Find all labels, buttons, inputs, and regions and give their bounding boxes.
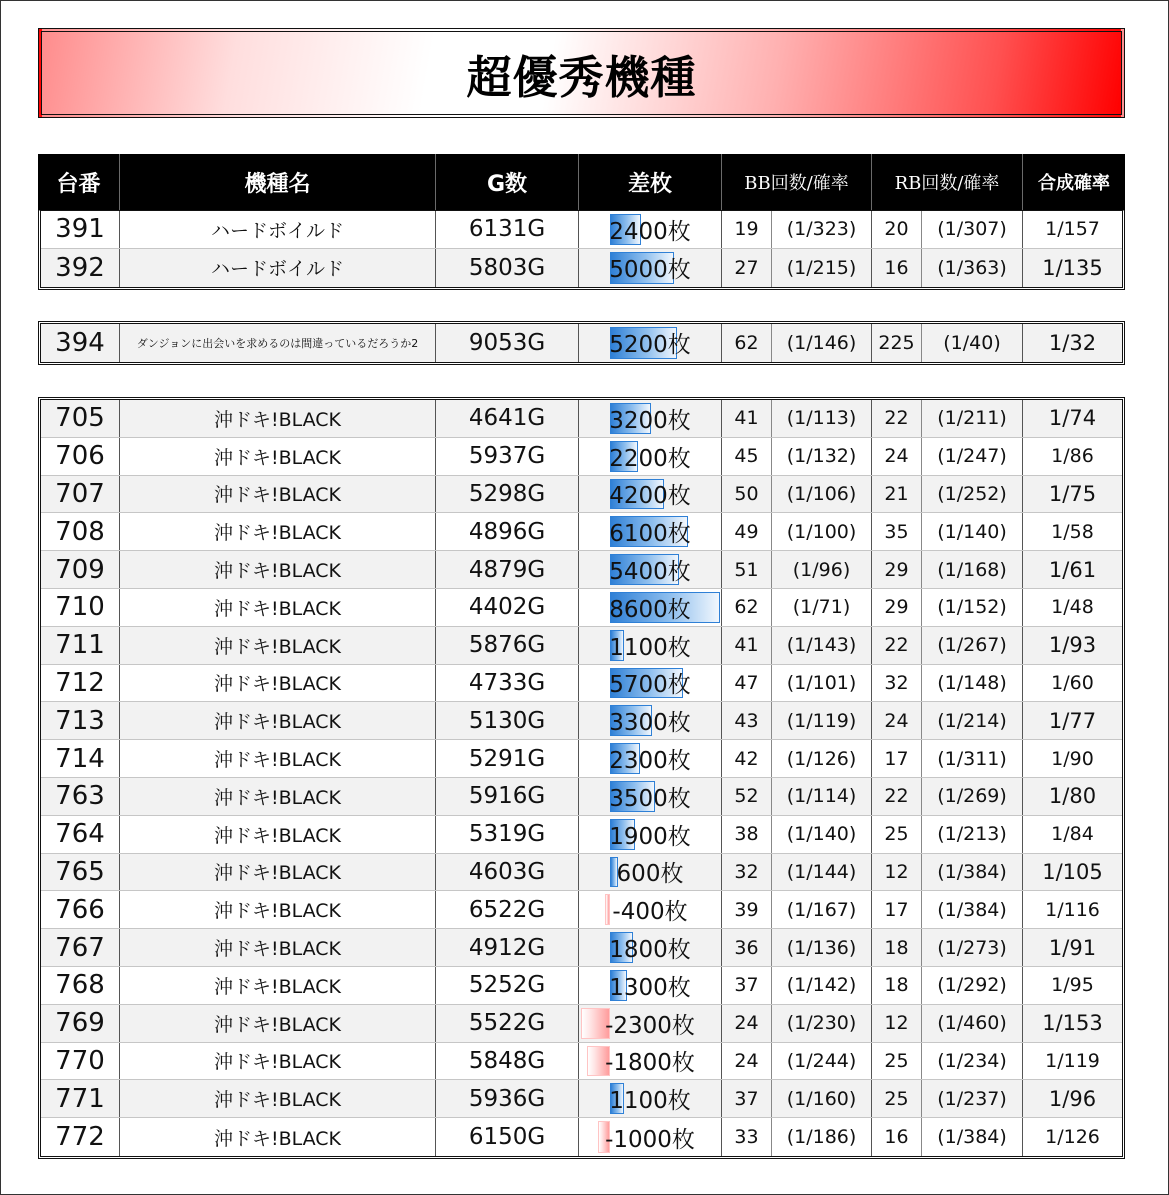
rb-count: 18	[872, 929, 922, 966]
games-count: 6522G	[436, 891, 579, 928]
combined-probability: 1/74	[1048, 406, 1097, 431]
bb-count: 41	[722, 627, 772, 664]
bb-probability: (1/215)	[772, 249, 872, 287]
combined-probability: 1/157	[1045, 218, 1100, 241]
rb-count: 29	[872, 589, 922, 626]
combined-probability: 1/61	[1048, 557, 1097, 582]
rb-count: 18	[872, 967, 922, 1004]
rb-probability: (1/247)	[922, 438, 1023, 475]
rb-probability: (1/213)	[922, 816, 1023, 853]
rb-probability: (1/40)	[922, 324, 1023, 362]
games-count: 5319G	[436, 816, 579, 853]
diff-value: -1000枚	[605, 1126, 695, 1153]
bb-count: 43	[722, 702, 772, 739]
combined-probability: 1/48	[1051, 596, 1094, 619]
table-row	[41, 816, 1122, 854]
machine-name: 沖ドキ!BLACK	[120, 778, 436, 815]
bb-count: 51	[722, 551, 772, 588]
machine-name: 沖ドキ!BLACK	[120, 702, 436, 739]
rb-probability: (1/252)	[922, 476, 1023, 513]
bb-probability: (1/167)	[772, 891, 872, 928]
table-header	[38, 154, 1125, 210]
table-row	[41, 740, 1122, 778]
bb-probability: (1/244)	[772, 1043, 872, 1080]
diff-value: 5700枚	[609, 672, 691, 699]
bb-count: 24	[722, 1043, 772, 1080]
games-count: 4896G	[436, 513, 579, 550]
games-count: 4879G	[436, 551, 579, 588]
games-count: 6150G	[436, 1118, 579, 1156]
machine-name: 沖ドキ!BLACK	[120, 1005, 436, 1042]
bb-probability: (1/132)	[772, 438, 872, 475]
combined-probability: 1/126	[1045, 1126, 1100, 1149]
games-count: 5130G	[436, 702, 579, 739]
machine-name: 沖ドキ!BLACK	[120, 740, 436, 777]
bb-probability: (1/96)	[772, 551, 872, 588]
rb-probability: (1/148)	[922, 665, 1023, 702]
machine-name: 沖ドキ!BLACK	[120, 551, 436, 588]
machine-number: 765	[41, 854, 120, 891]
rb-count: 225	[872, 324, 922, 362]
machine-number: 766	[41, 891, 120, 928]
bb-count: 45	[722, 438, 772, 475]
machine-name: ダンジョンに出会いを求めるのは間違っているだろうか2	[120, 324, 436, 362]
bb-count: 49	[722, 513, 772, 550]
diff-value: 1800枚	[609, 937, 691, 964]
header-diff: 差枚	[579, 154, 722, 210]
bb-count: 39	[722, 891, 772, 928]
machine-name: 沖ドキ!BLACK	[120, 1043, 436, 1080]
machine-number: 710	[41, 589, 120, 626]
bb-count: 19	[722, 211, 772, 248]
machine-number: 391	[41, 211, 120, 248]
games-count: 5252G	[436, 967, 579, 1004]
machine-name: 沖ドキ!BLACK	[120, 891, 436, 928]
combined-probability: 1/135	[1042, 255, 1103, 280]
diff-cell	[579, 702, 722, 739]
rb-probability: (1/384)	[922, 1118, 1023, 1156]
games-count: 6131G	[436, 211, 579, 248]
table-row	[41, 1043, 1122, 1081]
combined-probability: 1/77	[1048, 708, 1097, 733]
machine-number: 767	[41, 929, 120, 966]
rb-probability: (1/384)	[922, 891, 1023, 928]
bb-probability: (1/136)	[772, 929, 872, 966]
diff-cell	[579, 400, 722, 437]
machine-number: 714	[41, 740, 120, 777]
games-count: 4603G	[436, 854, 579, 891]
bb-count: 33	[722, 1118, 772, 1156]
rb-probability: (1/311)	[922, 740, 1023, 777]
rb-count: 24	[872, 438, 922, 475]
diff-value: 1300枚	[609, 974, 691, 1001]
bb-count: 62	[722, 324, 772, 362]
diff-value: 1100枚	[609, 1088, 691, 1115]
bb-probability: (1/106)	[772, 476, 872, 513]
table-row	[41, 211, 1122, 249]
combined-probability: 1/60	[1051, 671, 1094, 694]
table-row	[41, 891, 1122, 929]
bb-probability: (1/143)	[772, 627, 872, 664]
games-count: 5936G	[436, 1080, 579, 1117]
diff-value: 3500枚	[609, 785, 691, 812]
table-row	[41, 967, 1122, 1005]
combined-probability: 1/58	[1051, 520, 1094, 543]
combined-probability: 1/80	[1048, 784, 1097, 809]
machine-name: 沖ドキ!BLACK	[120, 854, 436, 891]
machine-name: 沖ドキ!BLACK	[120, 476, 436, 513]
rb-count: 32	[872, 665, 922, 702]
table-row	[41, 324, 1122, 362]
diff-value: 5000枚	[609, 257, 691, 284]
table-row	[41, 438, 1122, 476]
diff-cell	[579, 967, 722, 1004]
bb-probability: (1/113)	[772, 400, 872, 437]
games-count: 4733G	[436, 665, 579, 702]
combined-probability: 1/153	[1042, 1011, 1103, 1036]
combined-probability: 1/32	[1048, 330, 1097, 355]
bb-count: 32	[722, 854, 772, 891]
games-count: 4641G	[436, 400, 579, 437]
table-row	[41, 778, 1122, 816]
games-count: 5848G	[436, 1043, 579, 1080]
bb-probability: (1/146)	[772, 324, 872, 362]
diff-value: -400枚	[612, 899, 688, 926]
table-row	[41, 400, 1122, 438]
games-count: 5876G	[436, 627, 579, 664]
machine-name: 沖ドキ!BLACK	[120, 589, 436, 626]
games-count: 4912G	[436, 929, 579, 966]
diff-value: -1800枚	[605, 1050, 695, 1077]
diff-cell	[579, 778, 722, 815]
table-row	[41, 1080, 1122, 1118]
machine-number: 770	[41, 1043, 120, 1080]
bb-probability: (1/101)	[772, 665, 872, 702]
games-count: 5522G	[436, 1005, 579, 1042]
diff-cell	[579, 740, 722, 777]
rb-count: 22	[872, 400, 922, 437]
machine-number: 713	[41, 702, 120, 739]
rb-probability: (1/384)	[922, 854, 1023, 891]
bb-probability: (1/114)	[772, 778, 872, 815]
combined-probability: 1/119	[1045, 1049, 1100, 1072]
diff-cell	[579, 929, 722, 966]
bb-count: 38	[722, 816, 772, 853]
diff-cell	[579, 891, 722, 928]
diff-cell	[579, 324, 722, 362]
table-row	[41, 1118, 1122, 1156]
diff-value: -2300枚	[605, 1012, 695, 1039]
header-bb: BB回数/確率	[722, 154, 872, 210]
table-row	[41, 702, 1122, 740]
machine-name: ハードボイルド	[120, 249, 436, 287]
diff-value: 1100枚	[609, 634, 691, 661]
combined-probability: 1/116	[1045, 898, 1100, 921]
table-row	[41, 476, 1122, 514]
rb-probability: (1/273)	[922, 929, 1023, 966]
table-row	[41, 627, 1122, 665]
combined-probability: 1/84	[1051, 823, 1094, 846]
machine-name: 沖ドキ!BLACK	[120, 816, 436, 853]
games-count: 9053G	[436, 324, 579, 362]
header-machine-name: 機種名	[120, 154, 436, 210]
machine-name: 沖ドキ!BLACK	[120, 438, 436, 475]
bb-probability: (1/71)	[772, 589, 872, 626]
bb-probability: (1/144)	[772, 854, 872, 891]
bb-probability: (1/119)	[772, 702, 872, 739]
rb-probability: (1/292)	[922, 967, 1023, 1004]
rb-count: 12	[872, 854, 922, 891]
rb-count: 16	[872, 1118, 922, 1156]
rb-count: 24	[872, 702, 922, 739]
table-row	[41, 665, 1122, 703]
combined-probability: 1/93	[1048, 633, 1097, 658]
machine-number: 712	[41, 665, 120, 702]
machine-number: 706	[41, 438, 120, 475]
games-count: 5298G	[436, 476, 579, 513]
rb-probability: (1/460)	[922, 1005, 1023, 1042]
bb-count: 62	[722, 589, 772, 626]
games-count: 5916G	[436, 778, 579, 815]
rb-probability: (1/214)	[922, 702, 1023, 739]
table-row	[41, 929, 1122, 967]
bb-count: 37	[722, 967, 772, 1004]
machine-number: 394	[41, 324, 120, 362]
games-count: 5803G	[436, 249, 579, 287]
machine-number: 707	[41, 476, 120, 513]
diff-bar	[605, 894, 610, 925]
header-games: G数	[436, 154, 579, 210]
diff-cell	[579, 854, 722, 891]
rb-count: 21	[872, 476, 922, 513]
machine-name: 沖ドキ!BLACK	[120, 929, 436, 966]
diff-value: 5400枚	[609, 559, 691, 586]
machine-number: 772	[41, 1118, 120, 1156]
header-combined: 合成確率	[1038, 173, 1110, 194]
machine-number: 763	[41, 778, 120, 815]
table-row	[41, 551, 1122, 589]
machine-number: 769	[41, 1005, 120, 1042]
rb-probability: (1/307)	[922, 211, 1023, 248]
bb-count: 52	[722, 778, 772, 815]
machine-name: ハードボイルド	[120, 211, 436, 248]
table-row	[41, 1005, 1122, 1043]
games-count: 5937G	[436, 438, 579, 475]
table-group	[38, 210, 1125, 290]
bb-count: 37	[722, 1080, 772, 1117]
rb-probability: (1/140)	[922, 513, 1023, 550]
diff-value: 3300枚	[609, 710, 691, 737]
diff-value: 2200枚	[609, 445, 691, 472]
rb-count: 16	[872, 249, 922, 287]
diff-cell	[579, 627, 722, 664]
table-row	[41, 513, 1122, 551]
diff-cell	[579, 589, 722, 626]
title-banner	[38, 28, 1125, 118]
rb-probability: (1/237)	[922, 1080, 1023, 1117]
diff-value: 4200枚	[609, 483, 691, 510]
bb-count: 27	[722, 249, 772, 287]
diff-value: 3200枚	[609, 407, 691, 434]
machine-name: 沖ドキ!BLACK	[120, 513, 436, 550]
rb-count: 25	[872, 1080, 922, 1117]
diff-value: 2400枚	[609, 218, 691, 245]
diff-cell	[579, 476, 722, 513]
machine-name: 沖ドキ!BLACK	[120, 400, 436, 437]
diff-cell	[579, 249, 722, 287]
combined-probability: 1/75	[1048, 481, 1097, 506]
games-count: 5291G	[436, 740, 579, 777]
rb-probability: (1/152)	[922, 589, 1023, 626]
machine-number: 705	[41, 400, 120, 437]
page-title: 超優秀機種	[466, 50, 697, 104]
header-machine-number: 台番	[38, 154, 120, 210]
diff-cell	[579, 211, 722, 248]
machine-number: 708	[41, 513, 120, 550]
games-count: 4402G	[436, 589, 579, 626]
machine-name: 沖ドキ!BLACK	[120, 627, 436, 664]
rb-probability: (1/234)	[922, 1043, 1023, 1080]
diff-value: 6100枚	[609, 521, 691, 548]
rb-count: 20	[872, 211, 922, 248]
table-row	[41, 854, 1122, 892]
machine-number: 771	[41, 1080, 120, 1117]
bb-count: 47	[722, 665, 772, 702]
diff-cell	[579, 1043, 722, 1080]
rb-probability: (1/168)	[922, 551, 1023, 588]
bb-probability: (1/126)	[772, 740, 872, 777]
diff-cell	[579, 438, 722, 475]
table-group	[38, 397, 1125, 1159]
bb-probability: (1/142)	[772, 967, 872, 1004]
combined-probability: 1/96	[1048, 1086, 1097, 1111]
diff-cell	[579, 665, 722, 702]
machine-name: 沖ドキ!BLACK	[120, 967, 436, 1004]
header-rb: RB回数/確率	[872, 154, 1023, 210]
bb-count: 50	[722, 476, 772, 513]
diff-cell	[579, 1005, 722, 1042]
combined-probability: 1/90	[1051, 747, 1094, 770]
bb-probability: (1/230)	[772, 1005, 872, 1042]
rb-probability: (1/211)	[922, 400, 1023, 437]
machine-name: 沖ドキ!BLACK	[120, 665, 436, 702]
diff-cell	[579, 551, 722, 588]
bb-count: 41	[722, 400, 772, 437]
machine-name: 沖ドキ!BLACK	[120, 1080, 436, 1117]
rb-probability: (1/267)	[922, 627, 1023, 664]
rb-count: 17	[872, 891, 922, 928]
rb-count: 35	[872, 513, 922, 550]
rb-probability: (1/363)	[922, 249, 1023, 287]
bb-probability: (1/140)	[772, 816, 872, 853]
table-row	[41, 249, 1122, 287]
diff-value: 8600枚	[609, 596, 691, 623]
combined-probability: 1/86	[1051, 445, 1094, 468]
bb-count: 24	[722, 1005, 772, 1042]
diff-value: 2300枚	[609, 748, 691, 775]
machine-number: 709	[41, 551, 120, 588]
table-row	[41, 589, 1122, 627]
diff-value: 600枚	[616, 861, 684, 888]
bb-count: 42	[722, 740, 772, 777]
diff-cell	[579, 513, 722, 550]
diff-cell	[579, 816, 722, 853]
rb-count: 25	[872, 816, 922, 853]
bb-count: 36	[722, 929, 772, 966]
machine-name: 沖ドキ!BLACK	[120, 1118, 436, 1156]
rb-count: 29	[872, 551, 922, 588]
combined-probability: 1/91	[1048, 935, 1097, 960]
bb-probability: (1/323)	[772, 211, 872, 248]
machine-number: 392	[41, 249, 120, 287]
machine-number: 764	[41, 816, 120, 853]
bb-probability: (1/160)	[772, 1080, 872, 1117]
diff-cell	[579, 1118, 722, 1156]
rb-count: 25	[872, 1043, 922, 1080]
diff-cell	[579, 1080, 722, 1117]
bb-probability: (1/100)	[772, 513, 872, 550]
table-group	[38, 321, 1125, 365]
rb-count: 22	[872, 778, 922, 815]
combined-probability: 1/105	[1042, 859, 1103, 884]
machine-number: 711	[41, 627, 120, 664]
diff-value: 1900枚	[609, 823, 691, 850]
bb-probability: (1/186)	[772, 1118, 872, 1156]
machine-number: 768	[41, 967, 120, 1004]
diff-value: 5200枚	[609, 332, 691, 359]
combined-probability: 1/95	[1051, 974, 1094, 997]
rb-probability: (1/269)	[922, 778, 1023, 815]
rb-count: 22	[872, 627, 922, 664]
rb-count: 17	[872, 740, 922, 777]
rb-count: 12	[872, 1005, 922, 1042]
